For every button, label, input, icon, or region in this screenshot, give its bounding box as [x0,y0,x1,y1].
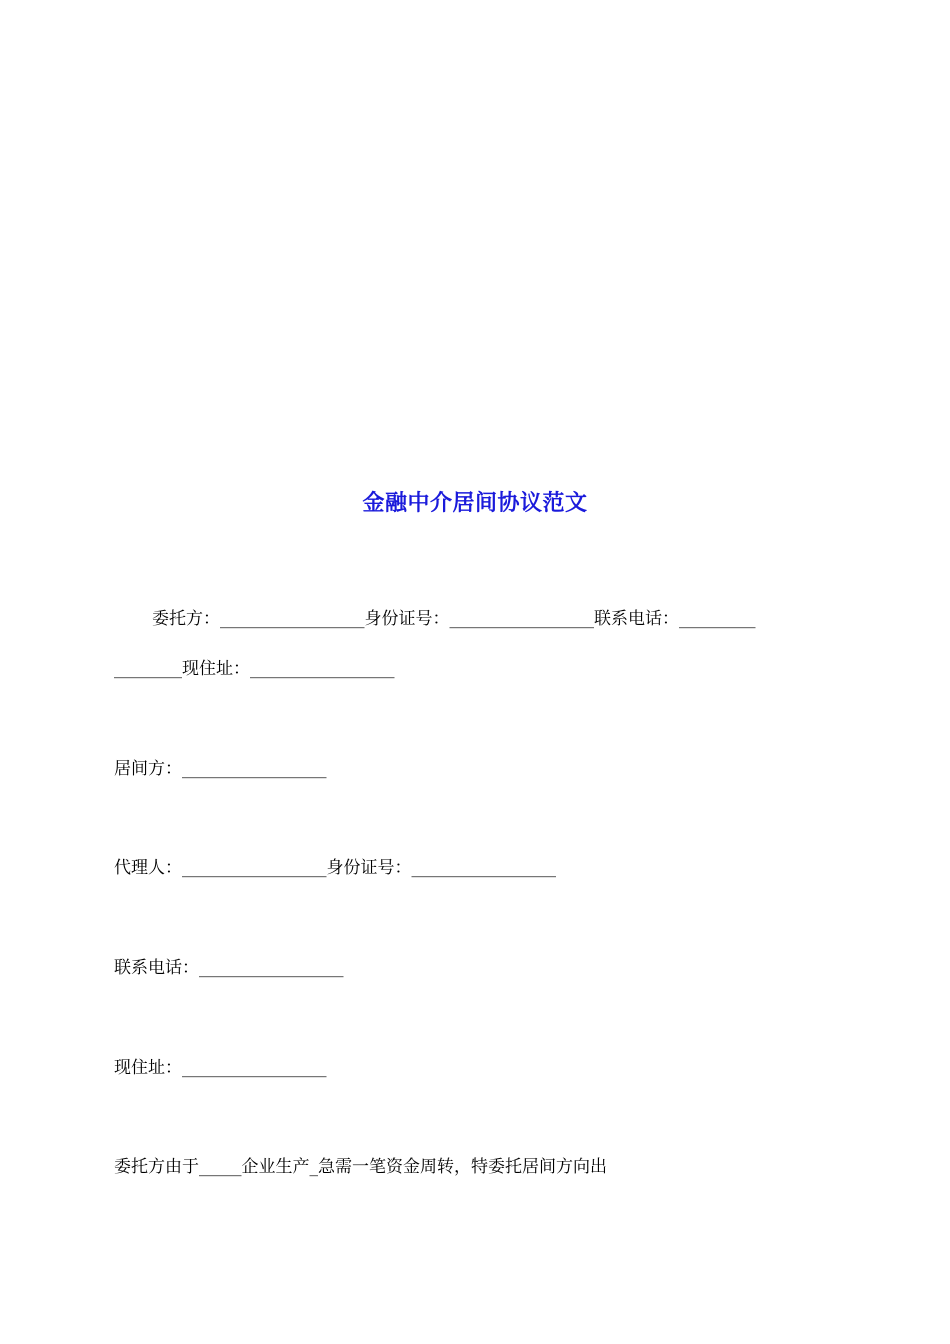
agent-line: 代理人：_________________身份证号：_________________ [114,858,556,878]
body-paragraph-line: 委托方由于_____企业生产_急需一笔资金周转，特委托居间方向出 [114,1157,607,1177]
document-title: 金融中介居间协议范文 [362,490,588,516]
client-info-line: 委托方：_________________身份证号：_________________联系电话：_________ [152,609,756,629]
client-address-line: ________现住址：_________________ [114,659,395,679]
agent-address-line: 现住址：_________________ [114,1058,327,1078]
intermediary-line: 居间方：_________________ [114,759,327,779]
agent-phone-line: 联系电话：_________________ [114,958,344,978]
